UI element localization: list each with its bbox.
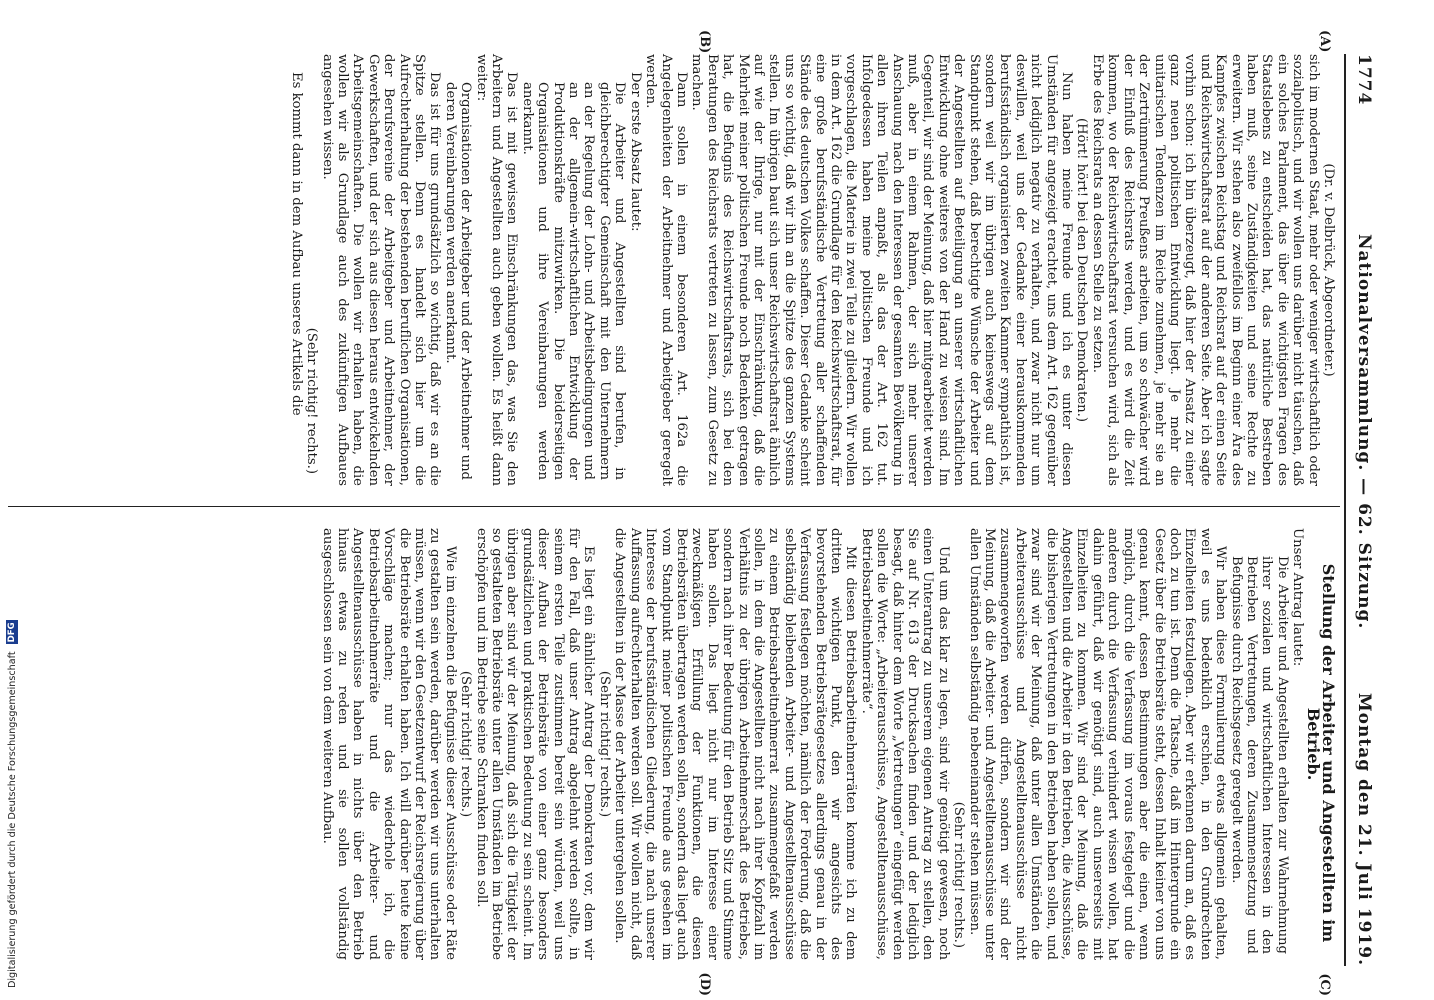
left-column (8, 54, 1336, 486)
margin-mark-c: (C) (1317, 973, 1332, 996)
paragraph: Wie im einzelnen die Befugnisse dieser Ausschüsse oder Räte zu gestalten sein werden, darüber werden wir uns unterhalten müssen, wenn wir den Gesetzentwurf der Reichsregierung über die Betriebsräte erhalten haben. Ich will darüber heute keine Vorschläge machen; nur das wiederhole ich, die Betriebsarbeitnehmerräte und die Arbeiter- und Angestelltenausschüsse haben in nichts über den Betrieb hinaus etwas zu reden und sie sollen vollständig ausgeschlossen sein von dem weiteren Aufbau. (319, 528, 458, 960)
margin-mark-a: (A) (1317, 30, 1332, 53)
column-divider (8, 506, 1340, 507)
digitization-credit (3, 0, 23, 1000)
section-heading: Stellung der Arbeiter und Angestellten im Betrieb. (1303, 563, 1338, 943)
interjection: (Sehr richtig! rechts.) (304, 327, 320, 474)
quoted-text: Die Arbeiter und Angestellten sind berufen, in gleichberechtigter Gemeinschaft mit den Unternehmern an der Regelung der Lohn- und Arbeitsbedingungen und an der allgemein-wirtschaftlichen Entwicklung der Produktionskräfte mitzuwirken. Die beiderseitigen Organisationen und ihre Vereinbarungen werden anerkannt. (519, 82, 628, 480)
right-column (8, 528, 1336, 960)
journal-title: Nationalversammlung. — 62. Sitzung. (1354, 234, 1374, 630)
margin-mark-d: (D) (697, 972, 712, 996)
paragraph: Unser Antrag lautet: (1290, 528, 1306, 667)
paragraph: Dann sollen in einem besonderen Art. 162a die Angelegenheiten der Arbeitnehmer und Arbeitgeber geregelt werden. (643, 54, 689, 486)
paragraph: Das ist mit gewissen Einschränkungen das, was Sie den Arbeitern und Angestellten auch geben wollen. Es heißt dann weiter: (473, 54, 520, 486)
paragraph: Nun haben meine Freunde und ich es unter diesen Umständen für angezeigt erachtet, uns dem Art. 162 gegenüber nicht lediglich negativ zu verhalten, und zwar nicht nur um deswillen, weil uns der Gedanke einer herauskommenden berufsständisch organisierten zweiten Kammer sympathisch ist, sondern weil wir im übrigen auch keineswegs auf dem Standpunkt stehen, daß berechtigte Wünsche der Arbeiter und der Angestellten auf Beteiligung an unserer wirtschaftlichen Entwicklung ohne weiteres von der Hand zu weisen sind. Im Gegenteil, wir sind der Meinung, daß hier mitgearbeitet werden muß, aber in einem Rahmen, der sich mehr unserer Anschauung nach den Interessen der gesamten Bevölkerung in allen ihren Teilen anpaßt, als das der Art. 162 tut. Infolgedessen haben meine politischen Freunde und ich vorgeschlagen, die Materie in zwei Teile zu gliedern. Wir wollen in dem Art. 162 die Grundlage für den Reichswirtschaftsrat, für eine große berufsständische Vertretung aller schaffenden Stände des deutschen Volkes schaffen. Dieser Gedanke scheint uns so wichtig, daß wir ihn an die Spitze des ganzen Systems stellen. Im übrigen baut sich unser Reichswirtschaftsrat ähnlich auf wie der Ihrige, nur mit der Einschränkung, daß die Mehrheit meiner politischen Freunde noch Bedenken getragen hat, die Befugnis des Reichswirtschaftsrats, sich bei den Beratungen des Reichsrats vertreten zu lassen, zum Gesetz zu machen. (689, 54, 1075, 486)
interjection: (Sehr richtig! rechts.) (951, 801, 967, 948)
credit-text: Digitalisierung gefördert durch die Deutsche Forschungsgemeinschaft (7, 651, 18, 988)
quoted-text: Die Arbeiter und Angestellten erhalten zur Wahrnehmung ihrer sozialen und wirtschaftlichen Interessen in den Betrieben Vertretungen, deren Zusammensetzung und Befugnisse durch Reichsgesetz geregelt werden. (1228, 556, 1290, 954)
page-number: 1774 (1354, 54, 1374, 106)
paragraph: sich im modernen Staat, mehr oder weniger wirtschaftlich oder sozialpolitisch, und wir wollen uns darüber nicht täuschen, daß ein solches Parlament, das über die wichtigsten Fragen des Staatslebens zu entscheiden hat, das natürliche Bestreben haben muß, seine Zuständigkeiten und seine Rechte zu erweitern. Wir stehen also zweifellos im Beginn einer Ära des Kampfes zwischen Reichstag und Reichsrat auf der einen Seite und Reichswirtschaftsrat auf der anderen Seite. Aber ich sagte vorhin schon: ich bin überzeugt, daß hier der Ansatz zu einer ganz neuen politischen Entwicklung liegt. Je mehr die unitarischen Tendenzen im Reiche zunehmen, je mehr sie an der Zertrümmerung Preußens arbeiten, um so schwächer wird der Einfluß des Reichsrats werden, und es wird die Zeit kommen, wo der Reichswirtschaftsrat versuchen wird, sich als Erbe des Reichsrats an dessen Stelle zu setzen. (1089, 54, 1321, 486)
interjection: (Sehr richtig! rechts.) (458, 670, 474, 818)
quoted-text: Organisationen der Arbeitgeber und der Arbeitnehmer und deren Vereinbarungen werden anerkannt. (442, 82, 474, 480)
paragraph: Wir haben diese Formulierung etwas allgemein gehalten, weil es uns bedenklich erschien, in den Grundrechten Einzelheiten festzulegen. Aber wir erkennen darum an, daß es doch zu tun ist. Denn die Tatsache, daß im Hintergrunde ein Gesetz über die Betriebsräte steht, dessen Inhalt keiner von uns genau kennt, dessen Bestimmungen aber die einen, wenn möglich, durch die Verfassung im voraus festgelegt und die anderen durch die Verfassung verhindert wissen wollen, hat dahin geführt, daß wir genötigt sind, auch unsererseits mit Einzelheiten zu kommen. Wir sind der Meinung, daß die Angestellten und die Arbeiter in den Betrieben, die Ausschüsse, die bisherigen Vertretungen in den Betrieben haben sollen, und zwar sind wir der Meinung, daß unter allen Umständen die Arbeiterausschüsse und Angestelltenausschüsse nicht zusammengeworfen werden dürfen, sondern wir sind der Meinung, daß die Arbeiter- und Angestelltenausschüsse unter allen Umständen selbständig nebeneinander stehen müssen. (966, 528, 1229, 960)
interjection: (Hört! hört! bei den Deutschen Demokraten.) (1074, 117, 1090, 422)
paragraph: Mit diesen Betriebsarbeitnehmerräten komme ich zu dem dritten wichtigen Punkt, den wir angesichts des bevorstehenden Betriebsrätegesetzes allerdings genau in der Verfassung festlegen möchten, nämlich der Forderung, daß die selbständig bleibenden Arbeiter- und Angestelltenausschüsse zu einem Betriebsarbeitnehmerrat zusammengefaßt werden sollen, in dem die Angestellten nicht nach ihrer Kopfzahl im Verhältnis zu der übrigen Arbeitnehmerschaft des Betriebes, sondern nach ihrer Bedeutung für den Betrieb Sitz und Stimme haben sollen. Das liegt nicht nur im Interesse einer zweckmäßigen Erfüllung der Funktionen, die diesen Betriebsräten übertragen werden sollen, sondern das liegt auch vom Standpunkt meiner politischen Freunde aus gesehen im Interesse der berufsständischen Gliederung, die nach unserer Auffassung aufrechterhalten werden soll. Wir wollen nicht, daß die Angestellten in der Masse der Arbeiter untergehen sollen. (612, 528, 859, 960)
session-date: Montag den 21. Juli 1919. (1354, 692, 1374, 966)
speaker-line: (Dr. v. Delbrück, Abgeordneter.) (1321, 163, 1336, 377)
dfg-logo: DFG (7, 622, 17, 643)
paragraph: Es liegt ein ähnlicher Antrag der Demokraten vor, dem wir für den Fall, daß unser Antrag abgelehnt werden sollte, in seinem ersten Teile zustimmen bereit sein würden, weil uns dieser Aufbau der Betriebsräte von einer ganz besonders grundsätzlichen und praktischen Bedeutung zu sein scheint. Im übrigen aber sind wir der Meinung, daß sich die Tätigkeit der so gestalteten Betriebsräte unter allen Umständen im Betriebe erschöpfen und im Betriebe seine Schranken finden soll. (473, 528, 597, 960)
paragraph: Das ist für uns grundsätzlich so wichtig, daß wir es an die Spitze stellen. Denn es handelt sich hier um die Aufrechterhaltung der bestehenden beruflichen Organisationen, der Berufsvereine der Arbeitgeber und Arbeitnehmer, der Gewerkschaften, und der sich aus diesen heraus entwickelnden Arbeitsgemeinschaften. Die wollen wir erhalten haben, die wollen wir als Grundlage auch des zukünftigen Aufbaues angesehen wissen. (319, 54, 443, 486)
text-columns (8, 54, 1336, 966)
paragraph: Und um das klar zu legen, sind wir genötigt gewesen, noch einen Unterantrag zu unserem eigenen Antrag zu stellen, den Sie auf Nr. 613 der Drucksachen finden und der lediglich besagt, daß hinter dem Worte „Vertretungen“ eingefügt werden sollen die Worte: „Arbeiterausschüsse, Angestelltenausschüsse, Betriebsarbeitnehmerräte“. (858, 528, 951, 960)
margin-mark-b: (B) (697, 30, 712, 54)
paragraph: Der erste Absatz lautet: (627, 72, 643, 232)
interjection: (Sehr richtig! rechts.) (596, 670, 612, 818)
paragraph: Es kommt dann in dem Aufbau unseres Artikels die (288, 72, 304, 416)
running-head (1344, 54, 1376, 966)
